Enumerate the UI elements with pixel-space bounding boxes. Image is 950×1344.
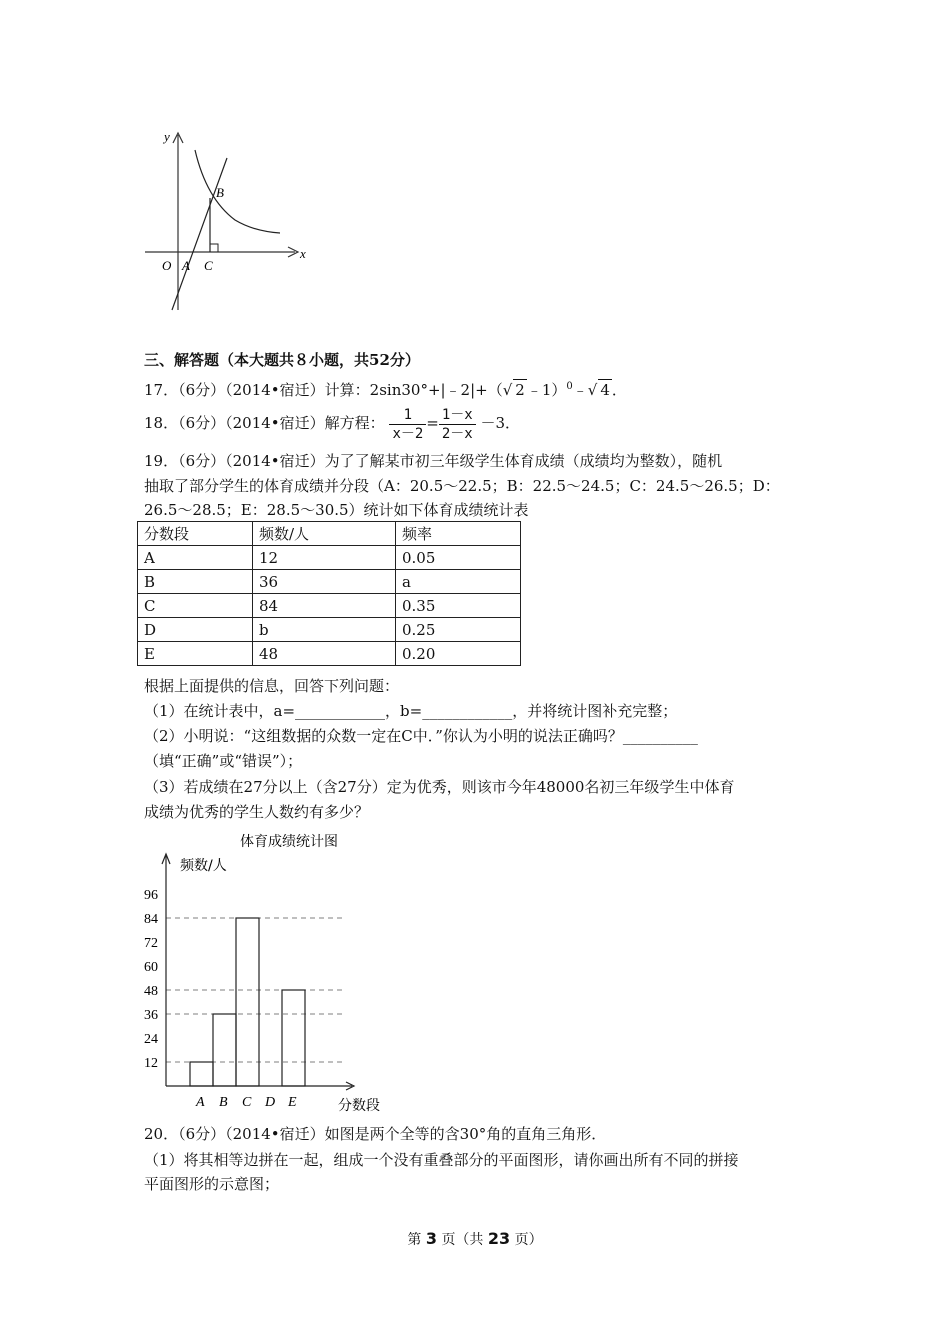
q17-exponent: 0 bbox=[566, 381, 573, 392]
q19-line-6: （2）小明说：“这组数据的众数一定在C中．”你认为小明的说法正确吗？__________ bbox=[144, 727, 698, 745]
bar bbox=[282, 990, 305, 1086]
table-row bbox=[138, 618, 521, 642]
table-cell: 84 bbox=[253, 594, 396, 618]
q19-line-1: 19．（6分）（2014•宿迁）为了了解某市初三年级学生体育成绩（成绩均为整数），随机 bbox=[144, 452, 723, 470]
bar bbox=[236, 918, 259, 1086]
table-row bbox=[138, 642, 521, 666]
table-cell: E bbox=[138, 642, 253, 666]
table-cell: C bbox=[138, 594, 253, 618]
frequency-table bbox=[137, 521, 521, 666]
question-18 bbox=[144, 403, 520, 443]
fraction-1 bbox=[389, 406, 426, 443]
table-header-row bbox=[138, 522, 521, 546]
q17-end: ． bbox=[611, 381, 627, 399]
y-tick-label: 24 bbox=[144, 1032, 158, 1047]
table-header: 频率 bbox=[396, 522, 521, 546]
q18-tail: －3． bbox=[480, 414, 521, 432]
bar-chart bbox=[140, 828, 410, 1120]
label-x: x bbox=[300, 246, 306, 261]
bar bbox=[190, 1062, 213, 1086]
q18-equals: = bbox=[426, 414, 439, 432]
q19-line-5: （1）在统计表中，a=____________，b=____________，并将统计图补充完整； bbox=[144, 702, 678, 720]
table-row bbox=[138, 594, 521, 618]
table-cell: 0.35 bbox=[396, 594, 521, 618]
q17-radicand-2: 4 bbox=[600, 381, 610, 399]
y-tick-label: 96 bbox=[144, 888, 158, 903]
right-angle-mark bbox=[210, 244, 218, 252]
q19-line-7: （填“正确”或“错误”）； bbox=[144, 752, 303, 770]
table-cell: 12 bbox=[253, 546, 396, 570]
y-tick-label: 48 bbox=[144, 984, 158, 999]
table-cell: 0.20 bbox=[396, 642, 521, 666]
footer-mid: 页（共 bbox=[441, 1232, 484, 1248]
table-row bbox=[138, 570, 521, 594]
sqrt-symbol-2: √ bbox=[587, 381, 598, 399]
x-tick-label: C bbox=[242, 1095, 252, 1110]
q19-line-4: 根据上面提供的信息，回答下列问题： bbox=[144, 677, 400, 695]
q20-line-1: 20．（6分）（2014•宿迁）如图是两个全等的含30°角的直角三角形． bbox=[144, 1125, 607, 1143]
x-tick-label: E bbox=[288, 1095, 297, 1110]
x-tick-label: D bbox=[265, 1095, 276, 1110]
q17-radicand: 2 bbox=[515, 381, 525, 399]
q20-line-3: 平面图形的示意图； bbox=[144, 1175, 280, 1193]
q17-mid: ﹣1） bbox=[526, 381, 567, 399]
footer-post: 页） bbox=[514, 1232, 543, 1248]
x-tick-label: B bbox=[219, 1095, 228, 1110]
fraction-2-numerator: 1－x bbox=[439, 406, 476, 425]
fraction-2-denominator: 2－x bbox=[441, 425, 473, 442]
y-tick-label: 12 bbox=[144, 1056, 158, 1071]
footer-pre: 第 bbox=[407, 1232, 422, 1248]
fraction-1-denominator: x－2 bbox=[392, 425, 424, 442]
coordinate-graph bbox=[140, 125, 320, 315]
page-footer bbox=[0, 1229, 950, 1249]
section-title: 三、解答题（本大题共８小题，共52分） bbox=[144, 351, 420, 369]
fraction-2 bbox=[439, 406, 476, 443]
label-a: A bbox=[182, 258, 190, 273]
q18-prefix: 18．（6分）（2014•宿迁）解方程： bbox=[144, 414, 385, 432]
table-cell: 0.05 bbox=[396, 546, 521, 570]
table-row bbox=[138, 546, 521, 570]
table-cell: 36 bbox=[253, 570, 396, 594]
q19-line-9: 成绩为优秀的学生人数约有多少？ bbox=[144, 803, 370, 821]
question-17 bbox=[144, 377, 627, 400]
table-cell: D bbox=[138, 618, 253, 642]
linear-function-line bbox=[172, 158, 227, 310]
bar bbox=[213, 1014, 236, 1086]
label-y: y bbox=[164, 129, 170, 144]
chart-title: 体育成绩统计图 bbox=[240, 834, 338, 850]
table-cell: 48 bbox=[253, 642, 396, 666]
label-c: C bbox=[204, 258, 213, 273]
footer-total: 23 bbox=[487, 1229, 511, 1248]
q19-line-2: 抽取了部分学生的体育成绩并分段（A：20.5～22.5；B：22.5～24.5；C：24.5～26.5；D： bbox=[144, 477, 780, 495]
footer-page: 3 bbox=[425, 1229, 437, 1248]
table-header: 分数段 bbox=[138, 522, 253, 546]
q20-line-2: （1）将其相等边拼在一起，组成一个没有重叠部分的平面图形，请你画出所有不同的拼接 bbox=[144, 1151, 739, 1169]
chart-xlabel: 分数段 bbox=[338, 1098, 380, 1114]
table-cell: a bbox=[396, 570, 521, 594]
table-cell: 0.25 bbox=[396, 618, 521, 642]
q17-tail: ﹣ bbox=[572, 381, 588, 399]
fraction-1-numerator: 1 bbox=[389, 406, 426, 425]
sqrt-symbol: √ bbox=[502, 381, 513, 399]
table-cell: B bbox=[138, 570, 253, 594]
y-tick-label: 72 bbox=[144, 936, 158, 951]
label-o: O bbox=[162, 258, 172, 273]
y-tick-label: 84 bbox=[144, 912, 158, 927]
y-tick-label: 60 bbox=[144, 960, 158, 975]
hyperbola-curve bbox=[195, 150, 280, 233]
label-b: B bbox=[216, 185, 224, 200]
chart-ylabel: 频数/人 bbox=[180, 858, 227, 874]
table-cell: A bbox=[138, 546, 253, 570]
q17-prefix: 17．（6分）（2014•宿迁）计算：2sin30°+|﹣2|+（ bbox=[144, 381, 503, 399]
table-header: 频数/人 bbox=[253, 522, 396, 546]
q19-line-8: （3）若成绩在27分以上（含27分）定为优秀，则该市今年48000名初三年级学生中体育 bbox=[144, 778, 735, 796]
x-tick-label: A bbox=[196, 1095, 205, 1110]
q19-line-3: 26.5～28.5；E：28.5～30.5）统计如下体育成绩统计表 bbox=[144, 501, 529, 519]
table-cell: b bbox=[253, 618, 396, 642]
y-tick-label: 36 bbox=[144, 1008, 158, 1023]
